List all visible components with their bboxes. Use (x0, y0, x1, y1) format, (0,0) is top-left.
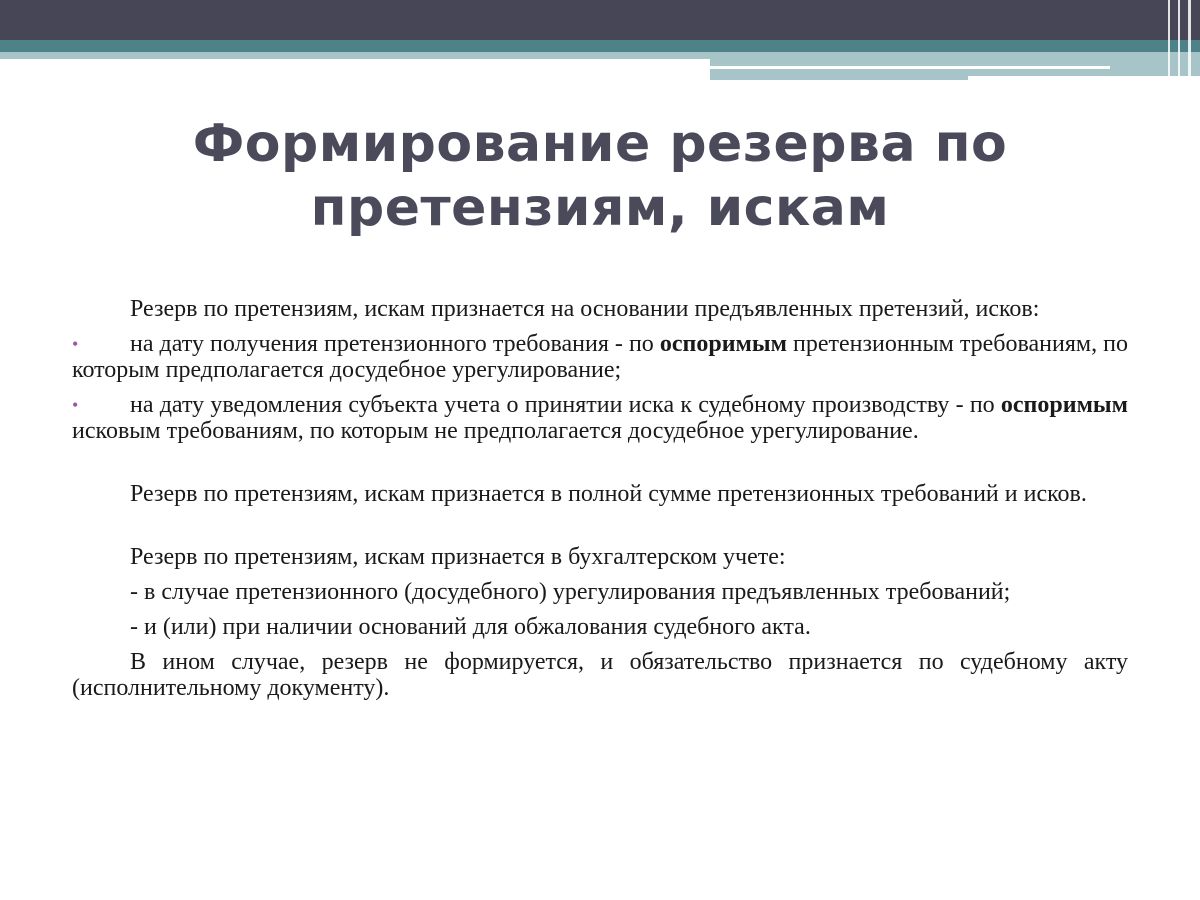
bullet-dot-icon: • (72, 334, 79, 354)
bullet2-bold-word: оспоримым (1000, 392, 1128, 418)
case2-paragraph: - и (или) при наличии оснований для обжалования судебного акта. (130, 614, 811, 640)
slide-title-line2: претензиям, искам (310, 178, 890, 238)
bullet2-text-after: исковым требованиям, по которым не предполагается досудебное урегулирование. (72, 418, 919, 444)
header-vertical-line (1188, 0, 1191, 90)
otherwise-paragraph: В ином случае, резерв не формируется, и обязательство признается по судебному акту (исполнительному документу). (72, 649, 1128, 701)
header-vertical-line (1168, 0, 1170, 90)
full-sum-paragraph: Резерв по претензиям, искам признается в полной сумме претензионных требований и исков. (130, 481, 1087, 507)
bullet-dot-icon: • (72, 395, 79, 415)
bullet-item-2 (72, 392, 1128, 444)
slide-title-line1: Формирование резерва по (192, 114, 1008, 174)
slide-title (120, 112, 1080, 240)
bullet-item-1 (72, 331, 1128, 383)
case1-paragraph: - в случае претензионного (досудебного) урегулирования предъявленных требований; (130, 579, 1011, 605)
intro-paragraph: Резерв по претензиям, искам признается на основании предъявленных претензий, исков: (130, 296, 1040, 322)
bullet1-text-before: на дату получения претензионного требования - по (130, 331, 660, 357)
header-band-light (0, 52, 710, 59)
accounting-intro-paragraph: Резерв по претензиям, искам признается в бухгалтерском учете: (130, 544, 786, 570)
bullet1-bold-word: оспоримым (659, 331, 787, 357)
slide-body (72, 296, 1128, 710)
spacer (72, 453, 1128, 481)
header-vertical-line (1178, 0, 1180, 90)
spacer (72, 516, 1128, 544)
header-stripe (968, 76, 1200, 80)
header-band-dark (0, 0, 1200, 40)
bullet1-text-after: претензионным требованиям, по которым предполагается досудебное урегулирование; (72, 331, 1128, 383)
header-stripe (710, 66, 1110, 69)
header-band-teal (0, 40, 1200, 52)
bullet2-text-before: на дату уведомления субъекта учета о принятии иска к судебному производству - по (130, 392, 1001, 418)
